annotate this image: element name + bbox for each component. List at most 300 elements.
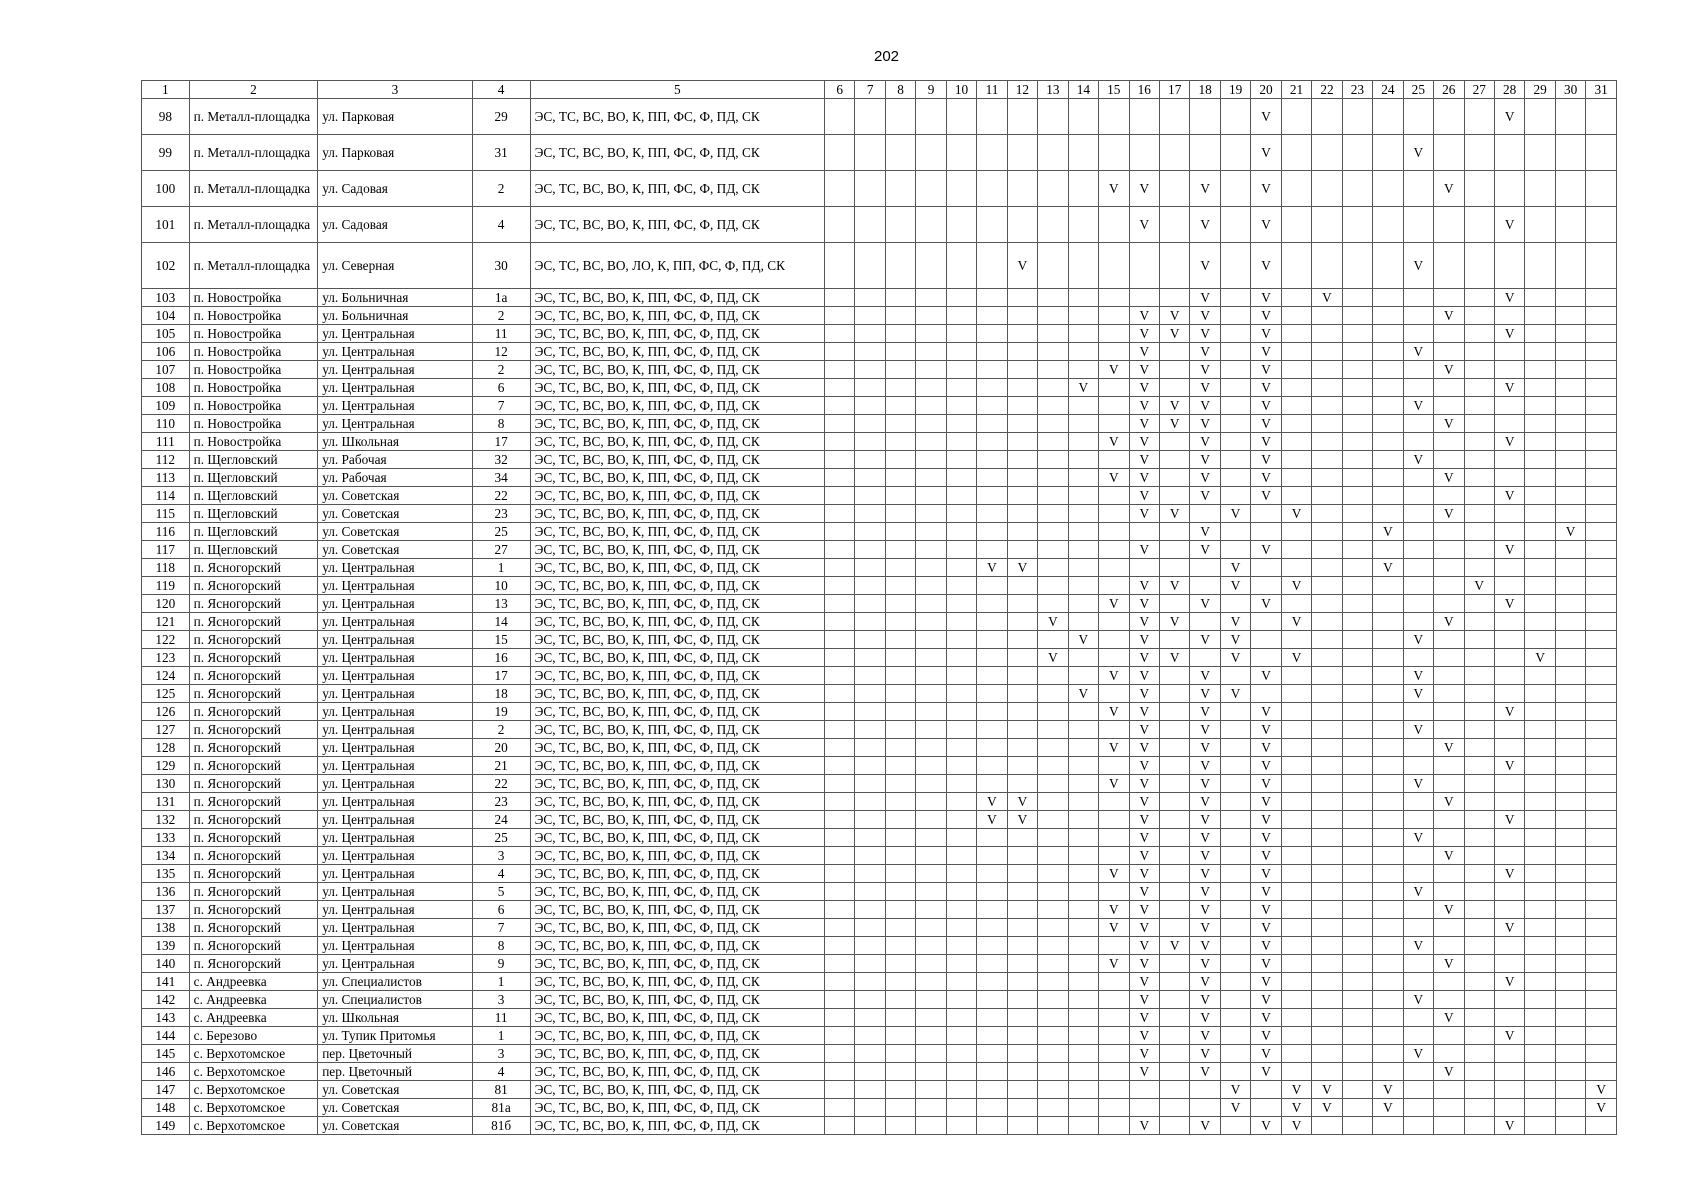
mark-cell-col-18: V bbox=[1190, 1117, 1220, 1135]
mark-cell-col-23 bbox=[1342, 631, 1372, 649]
mark-cell-col-13 bbox=[1038, 451, 1068, 469]
mark-cell-col-30 bbox=[1555, 415, 1585, 433]
services-cell: ЭС, ТС, ВС, ВО, К, ПП, ФС, Ф, ПД, СК bbox=[530, 721, 824, 739]
mark-cell-col-6 bbox=[824, 343, 854, 361]
locality-cell: п. Металл-площадка bbox=[189, 99, 318, 135]
mark-cell-col-8 bbox=[885, 739, 915, 757]
row-number-cell: 139 bbox=[142, 937, 190, 955]
services-cell: ЭС, ТС, ВС, ВО, К, ПП, ФС, Ф, ПД, СК bbox=[530, 973, 824, 991]
mark-cell-col-29 bbox=[1525, 289, 1555, 307]
mark-cell-col-14 bbox=[1068, 243, 1098, 289]
table-row bbox=[142, 343, 1617, 361]
mark-cell-col-23 bbox=[1342, 541, 1372, 559]
mark-cell-col-15 bbox=[1099, 487, 1129, 505]
mark-cell-col-28: V bbox=[1494, 325, 1524, 343]
mark-cell-col-26 bbox=[1434, 865, 1464, 883]
mark-cell-col-6 bbox=[824, 207, 854, 243]
mark-cell-col-7 bbox=[855, 559, 885, 577]
mark-cell-col-30 bbox=[1555, 883, 1585, 901]
mark-cell-col-8 bbox=[885, 559, 915, 577]
mark-cell-col-26 bbox=[1434, 325, 1464, 343]
mark-cell-col-9 bbox=[916, 523, 946, 541]
mark-cell-col-30 bbox=[1555, 793, 1585, 811]
house-number-cell: 8 bbox=[472, 415, 530, 433]
mark-cell-col-29 bbox=[1525, 361, 1555, 379]
mark-cell-col-21 bbox=[1281, 775, 1311, 793]
column-header-13: 13 bbox=[1038, 81, 1068, 99]
mark-cell-col-21: V bbox=[1281, 1081, 1311, 1099]
mark-cell-col-18: V bbox=[1190, 1063, 1220, 1081]
mark-cell-col-20: V bbox=[1251, 1009, 1281, 1027]
mark-cell-col-19 bbox=[1220, 973, 1250, 991]
mark-cell-col-22 bbox=[1312, 415, 1342, 433]
locality-cell: п. Ясногорский bbox=[189, 721, 318, 739]
row-number-cell: 128 bbox=[142, 739, 190, 757]
mark-cell-col-11 bbox=[977, 541, 1007, 559]
mark-cell-col-22 bbox=[1312, 811, 1342, 829]
column-header-22: 22 bbox=[1312, 81, 1342, 99]
mark-cell-col-27 bbox=[1464, 243, 1494, 289]
mark-cell-col-27 bbox=[1464, 415, 1494, 433]
mark-cell-col-23 bbox=[1342, 973, 1372, 991]
mark-cell-col-16: V bbox=[1129, 171, 1159, 207]
mark-cell-col-28 bbox=[1494, 397, 1524, 415]
mark-cell-col-16: V bbox=[1129, 919, 1159, 937]
house-number-cell: 25 bbox=[472, 523, 530, 541]
mark-cell-col-31 bbox=[1586, 973, 1617, 991]
mark-cell-col-22 bbox=[1312, 631, 1342, 649]
services-cell: ЭС, ТС, ВС, ВО, К, ПП, ФС, Ф, ПД, СК bbox=[530, 775, 824, 793]
mark-cell-col-21 bbox=[1281, 1063, 1311, 1081]
mark-cell-col-20: V bbox=[1251, 703, 1281, 721]
mark-cell-col-25 bbox=[1403, 901, 1433, 919]
street-cell: ул. Больничная bbox=[318, 307, 472, 325]
mark-cell-col-13 bbox=[1038, 847, 1068, 865]
locality-cell: п. Ясногорский bbox=[189, 865, 318, 883]
mark-cell-col-11 bbox=[977, 613, 1007, 631]
mark-cell-col-20 bbox=[1251, 685, 1281, 703]
mark-cell-col-31 bbox=[1586, 523, 1617, 541]
mark-cell-col-27 bbox=[1464, 595, 1494, 613]
row-number-cell: 136 bbox=[142, 883, 190, 901]
mark-cell-col-21 bbox=[1281, 541, 1311, 559]
mark-cell-col-8 bbox=[885, 1009, 915, 1027]
mark-cell-col-26 bbox=[1434, 487, 1464, 505]
mark-cell-col-13 bbox=[1038, 757, 1068, 775]
table-row bbox=[142, 171, 1617, 207]
mark-cell-col-24 bbox=[1373, 901, 1403, 919]
mark-cell-col-30 bbox=[1555, 721, 1585, 739]
mark-cell-col-13 bbox=[1038, 937, 1068, 955]
mark-cell-col-29 bbox=[1525, 1117, 1555, 1135]
mark-cell-col-28 bbox=[1494, 613, 1524, 631]
mark-cell-col-28 bbox=[1494, 469, 1524, 487]
mark-cell-col-22 bbox=[1312, 739, 1342, 757]
mark-cell-col-17 bbox=[1159, 829, 1189, 847]
column-header-7: 7 bbox=[855, 81, 885, 99]
mark-cell-col-17 bbox=[1159, 469, 1189, 487]
mark-cell-col-10 bbox=[946, 937, 976, 955]
house-number-cell: 7 bbox=[472, 919, 530, 937]
mark-cell-col-9 bbox=[916, 649, 946, 667]
mark-cell-col-26 bbox=[1434, 973, 1464, 991]
mark-cell-col-29 bbox=[1525, 487, 1555, 505]
mark-cell-col-30 bbox=[1555, 559, 1585, 577]
mark-cell-col-12 bbox=[1007, 171, 1037, 207]
mark-cell-col-31 bbox=[1586, 171, 1617, 207]
mark-cell-col-22 bbox=[1312, 919, 1342, 937]
mark-cell-col-7 bbox=[855, 595, 885, 613]
mark-cell-col-27 bbox=[1464, 99, 1494, 135]
mark-cell-col-21 bbox=[1281, 451, 1311, 469]
mark-cell-col-18: V bbox=[1190, 415, 1220, 433]
mark-cell-col-24: V bbox=[1373, 559, 1403, 577]
table-row bbox=[142, 883, 1617, 901]
mark-cell-col-28 bbox=[1494, 1081, 1524, 1099]
mark-cell-col-9 bbox=[916, 703, 946, 721]
street-cell: ул. Школьная bbox=[318, 1009, 472, 1027]
mark-cell-col-28 bbox=[1494, 451, 1524, 469]
locality-cell: с. Верхотомское bbox=[189, 1063, 318, 1081]
mark-cell-col-25 bbox=[1403, 379, 1433, 397]
mark-cell-col-8 bbox=[885, 865, 915, 883]
mark-cell-col-22 bbox=[1312, 667, 1342, 685]
mark-cell-col-22 bbox=[1312, 379, 1342, 397]
house-number-cell: 3 bbox=[472, 847, 530, 865]
mark-cell-col-9 bbox=[916, 505, 946, 523]
mark-cell-col-30 bbox=[1555, 775, 1585, 793]
mark-cell-col-20: V bbox=[1251, 433, 1281, 451]
mark-cell-col-24 bbox=[1373, 919, 1403, 937]
table-row bbox=[142, 1117, 1617, 1135]
mark-cell-col-22 bbox=[1312, 793, 1342, 811]
mark-cell-col-7 bbox=[855, 739, 885, 757]
mark-cell-col-29 bbox=[1525, 523, 1555, 541]
mark-cell-col-25: V bbox=[1403, 631, 1433, 649]
mark-cell-col-30 bbox=[1555, 487, 1585, 505]
mark-cell-col-8 bbox=[885, 649, 915, 667]
mark-cell-col-22 bbox=[1312, 505, 1342, 523]
mark-cell-col-10 bbox=[946, 523, 976, 541]
mark-cell-col-28 bbox=[1494, 721, 1524, 739]
mark-cell-col-20 bbox=[1251, 631, 1281, 649]
mark-cell-col-18: V bbox=[1190, 325, 1220, 343]
mark-cell-col-17 bbox=[1159, 1117, 1189, 1135]
column-header-31: 31 bbox=[1586, 81, 1617, 99]
mark-cell-col-13 bbox=[1038, 595, 1068, 613]
mark-cell-col-22 bbox=[1312, 325, 1342, 343]
mark-cell-col-23 bbox=[1342, 451, 1372, 469]
mark-cell-col-10 bbox=[946, 847, 976, 865]
mark-cell-col-21 bbox=[1281, 937, 1311, 955]
mark-cell-col-26 bbox=[1434, 379, 1464, 397]
locality-cell: п. Щегловский bbox=[189, 451, 318, 469]
mark-cell-col-30 bbox=[1555, 667, 1585, 685]
mark-cell-col-16 bbox=[1129, 1081, 1159, 1099]
street-cell: ул. Парковая bbox=[318, 99, 472, 135]
mark-cell-col-17 bbox=[1159, 289, 1189, 307]
mark-cell-col-25: V bbox=[1403, 883, 1433, 901]
mark-cell-col-26: V bbox=[1434, 307, 1464, 325]
street-cell: ул. Больничная bbox=[318, 289, 472, 307]
table-row bbox=[142, 361, 1617, 379]
mark-cell-col-26: V bbox=[1434, 171, 1464, 207]
mark-cell-col-13 bbox=[1038, 433, 1068, 451]
mark-cell-col-9 bbox=[916, 451, 946, 469]
services-cell: ЭС, ТС, ВС, ВО, К, ПП, ФС, Ф, ПД, СК bbox=[530, 361, 824, 379]
mark-cell-col-15 bbox=[1099, 379, 1129, 397]
mark-cell-col-18: V bbox=[1190, 361, 1220, 379]
mark-cell-col-12: V bbox=[1007, 243, 1037, 289]
mark-cell-col-25 bbox=[1403, 1009, 1433, 1027]
mark-cell-col-30 bbox=[1555, 207, 1585, 243]
mark-cell-col-17: V bbox=[1159, 577, 1189, 595]
mark-cell-col-28: V bbox=[1494, 919, 1524, 937]
mark-cell-col-28 bbox=[1494, 739, 1524, 757]
mark-cell-col-8 bbox=[885, 577, 915, 595]
house-number-cell: 11 bbox=[472, 325, 530, 343]
locality-cell: с. Березово bbox=[189, 1027, 318, 1045]
mark-cell-col-30 bbox=[1555, 469, 1585, 487]
mark-cell-col-16: V bbox=[1129, 1045, 1159, 1063]
mark-cell-col-7 bbox=[855, 937, 885, 955]
mark-cell-col-9 bbox=[916, 631, 946, 649]
column-header-27: 27 bbox=[1464, 81, 1494, 99]
row-number-cell: 107 bbox=[142, 361, 190, 379]
mark-cell-col-24 bbox=[1373, 613, 1403, 631]
mark-cell-col-7 bbox=[855, 469, 885, 487]
mark-cell-col-22 bbox=[1312, 523, 1342, 541]
mark-cell-col-21 bbox=[1281, 847, 1311, 865]
mark-cell-col-8 bbox=[885, 901, 915, 919]
mark-cell-col-20: V bbox=[1251, 955, 1281, 973]
mark-cell-col-22 bbox=[1312, 135, 1342, 171]
mark-cell-col-16: V bbox=[1129, 469, 1159, 487]
mark-cell-col-24 bbox=[1373, 1117, 1403, 1135]
mark-cell-col-8 bbox=[885, 135, 915, 171]
services-cell: ЭС, ТС, ВС, ВО, К, ПП, ФС, Ф, ПД, СК bbox=[530, 613, 824, 631]
mark-cell-col-29 bbox=[1525, 667, 1555, 685]
mark-cell-col-23 bbox=[1342, 955, 1372, 973]
mark-cell-col-17 bbox=[1159, 865, 1189, 883]
mark-cell-col-19: V bbox=[1220, 1081, 1250, 1099]
mark-cell-col-15 bbox=[1099, 1099, 1129, 1117]
mark-cell-col-19 bbox=[1220, 289, 1250, 307]
mark-cell-col-8 bbox=[885, 289, 915, 307]
mark-cell-col-28 bbox=[1494, 243, 1524, 289]
street-cell: ул. Центральная bbox=[318, 739, 472, 757]
mark-cell-col-14 bbox=[1068, 469, 1098, 487]
table-row bbox=[142, 541, 1617, 559]
mark-cell-col-17 bbox=[1159, 171, 1189, 207]
mark-cell-col-19: V bbox=[1220, 505, 1250, 523]
mark-cell-col-7 bbox=[855, 649, 885, 667]
mark-cell-col-13 bbox=[1038, 919, 1068, 937]
mark-cell-col-28 bbox=[1494, 829, 1524, 847]
mark-cell-col-27: V bbox=[1464, 577, 1494, 595]
mark-cell-col-21 bbox=[1281, 595, 1311, 613]
mark-cell-col-20: V bbox=[1251, 379, 1281, 397]
mark-cell-col-21: V bbox=[1281, 1099, 1311, 1117]
mark-cell-col-27 bbox=[1464, 397, 1494, 415]
mark-cell-col-7 bbox=[855, 171, 885, 207]
mark-cell-col-28: V bbox=[1494, 99, 1524, 135]
mark-cell-col-28 bbox=[1494, 883, 1524, 901]
mark-cell-col-19 bbox=[1220, 469, 1250, 487]
mark-cell-col-27 bbox=[1464, 685, 1494, 703]
mark-cell-col-30 bbox=[1555, 829, 1585, 847]
mark-cell-col-22 bbox=[1312, 1063, 1342, 1081]
mark-cell-col-11 bbox=[977, 847, 1007, 865]
house-number-cell: 12 bbox=[472, 343, 530, 361]
mark-cell-col-22 bbox=[1312, 937, 1342, 955]
mark-cell-col-15 bbox=[1099, 541, 1129, 559]
mark-cell-col-15 bbox=[1099, 973, 1129, 991]
mark-cell-col-10 bbox=[946, 1027, 976, 1045]
house-number-cell: 1 bbox=[472, 1027, 530, 1045]
mark-cell-col-9 bbox=[916, 955, 946, 973]
mark-cell-col-30 bbox=[1555, 289, 1585, 307]
mark-cell-col-6 bbox=[824, 667, 854, 685]
mark-cell-col-15 bbox=[1099, 757, 1129, 775]
mark-cell-col-7 bbox=[855, 829, 885, 847]
mark-cell-col-29 bbox=[1525, 757, 1555, 775]
mark-cell-col-28 bbox=[1494, 1045, 1524, 1063]
row-number-cell: 104 bbox=[142, 307, 190, 325]
mark-cell-col-29 bbox=[1525, 577, 1555, 595]
mark-cell-col-20: V bbox=[1251, 99, 1281, 135]
mark-cell-col-7 bbox=[855, 207, 885, 243]
mark-cell-col-22 bbox=[1312, 955, 1342, 973]
mark-cell-col-27 bbox=[1464, 649, 1494, 667]
mark-cell-col-17 bbox=[1159, 757, 1189, 775]
mark-cell-col-23 bbox=[1342, 1117, 1372, 1135]
row-number-cell: 149 bbox=[142, 1117, 190, 1135]
mark-cell-col-12 bbox=[1007, 469, 1037, 487]
mark-cell-col-10 bbox=[946, 667, 976, 685]
mark-cell-col-8 bbox=[885, 541, 915, 559]
mark-cell-col-24: V bbox=[1373, 1099, 1403, 1117]
mark-cell-col-31 bbox=[1586, 541, 1617, 559]
mark-cell-col-19 bbox=[1220, 919, 1250, 937]
mark-cell-col-11 bbox=[977, 757, 1007, 775]
mark-cell-col-22 bbox=[1312, 847, 1342, 865]
mark-cell-col-12: V bbox=[1007, 559, 1037, 577]
row-number-cell: 144 bbox=[142, 1027, 190, 1045]
locality-cell: п. Новостройка bbox=[189, 415, 318, 433]
mark-cell-col-17: V bbox=[1159, 415, 1189, 433]
mark-cell-col-29 bbox=[1525, 775, 1555, 793]
mark-cell-col-7 bbox=[855, 775, 885, 793]
street-cell: пер. Цветочный bbox=[318, 1045, 472, 1063]
mark-cell-col-24 bbox=[1373, 775, 1403, 793]
table-row bbox=[142, 667, 1617, 685]
mark-cell-col-29 bbox=[1525, 883, 1555, 901]
services-cell: ЭС, ТС, ВС, ВО, К, ПП, ФС, Ф, ПД, СК bbox=[530, 451, 824, 469]
mark-cell-col-17 bbox=[1159, 721, 1189, 739]
mark-cell-col-11 bbox=[977, 649, 1007, 667]
mark-cell-col-31 bbox=[1586, 307, 1617, 325]
mark-cell-col-26 bbox=[1434, 685, 1464, 703]
services-cell: ЭС, ТС, ВС, ВО, К, ПП, ФС, Ф, ПД, СК bbox=[530, 577, 824, 595]
mark-cell-col-30 bbox=[1555, 397, 1585, 415]
mark-cell-col-23 bbox=[1342, 865, 1372, 883]
mark-cell-col-23 bbox=[1342, 1009, 1372, 1027]
mark-cell-col-11 bbox=[977, 991, 1007, 1009]
row-number-cell: 101 bbox=[142, 207, 190, 243]
table-row bbox=[142, 415, 1617, 433]
mark-cell-col-24 bbox=[1373, 1045, 1403, 1063]
mark-cell-col-19 bbox=[1220, 541, 1250, 559]
mark-cell-col-14 bbox=[1068, 703, 1098, 721]
mark-cell-col-20: V bbox=[1251, 469, 1281, 487]
mark-cell-col-22 bbox=[1312, 171, 1342, 207]
mark-cell-col-12 bbox=[1007, 595, 1037, 613]
mark-cell-col-31 bbox=[1586, 1063, 1617, 1081]
mark-cell-col-19 bbox=[1220, 865, 1250, 883]
mark-cell-col-24 bbox=[1373, 469, 1403, 487]
mark-cell-col-22 bbox=[1312, 865, 1342, 883]
mark-cell-col-21 bbox=[1281, 243, 1311, 289]
mark-cell-col-26 bbox=[1434, 937, 1464, 955]
mark-cell-col-10 bbox=[946, 505, 976, 523]
mark-cell-col-18: V bbox=[1190, 991, 1220, 1009]
mark-cell-col-7 bbox=[855, 541, 885, 559]
mark-cell-col-22 bbox=[1312, 343, 1342, 361]
mark-cell-col-23 bbox=[1342, 523, 1372, 541]
street-cell: ул. Советская bbox=[318, 1099, 472, 1117]
mark-cell-col-14 bbox=[1068, 1009, 1098, 1027]
mark-cell-col-19 bbox=[1220, 415, 1250, 433]
mark-cell-col-26 bbox=[1434, 1099, 1464, 1117]
mark-cell-col-19: V bbox=[1220, 685, 1250, 703]
mark-cell-col-18: V bbox=[1190, 289, 1220, 307]
mark-cell-col-30 bbox=[1555, 739, 1585, 757]
mark-cell-col-16: V bbox=[1129, 901, 1159, 919]
mark-cell-col-6 bbox=[824, 757, 854, 775]
mark-cell-col-25 bbox=[1403, 171, 1433, 207]
table-row bbox=[142, 757, 1617, 775]
mark-cell-col-17 bbox=[1159, 451, 1189, 469]
mark-cell-col-30 bbox=[1555, 451, 1585, 469]
mark-cell-col-16: V bbox=[1129, 883, 1159, 901]
row-number-cell: 123 bbox=[142, 649, 190, 667]
mark-cell-col-25 bbox=[1403, 847, 1433, 865]
mark-cell-col-25 bbox=[1403, 487, 1433, 505]
mark-cell-col-7 bbox=[855, 1117, 885, 1135]
mark-cell-col-16: V bbox=[1129, 541, 1159, 559]
mark-cell-col-19 bbox=[1220, 99, 1250, 135]
mark-cell-col-31 bbox=[1586, 469, 1617, 487]
mark-cell-col-12 bbox=[1007, 397, 1037, 415]
mark-cell-col-26 bbox=[1434, 775, 1464, 793]
locality-cell: п. Новостройка bbox=[189, 361, 318, 379]
mark-cell-col-20: V bbox=[1251, 721, 1281, 739]
mark-cell-col-27 bbox=[1464, 1099, 1494, 1117]
mark-cell-col-14 bbox=[1068, 433, 1098, 451]
mark-cell-col-23 bbox=[1342, 829, 1372, 847]
mark-cell-col-20: V bbox=[1251, 325, 1281, 343]
mark-cell-col-7 bbox=[855, 1045, 885, 1063]
mark-cell-col-14 bbox=[1068, 901, 1098, 919]
mark-cell-col-26: V bbox=[1434, 505, 1464, 523]
house-number-cell: 2 bbox=[472, 361, 530, 379]
locality-cell: с. Верхотомское bbox=[189, 1045, 318, 1063]
mark-cell-col-26 bbox=[1434, 667, 1464, 685]
locality-cell: с. Верхотомское bbox=[189, 1081, 318, 1099]
mark-cell-col-10 bbox=[946, 433, 976, 451]
column-header-4: 4 bbox=[472, 81, 530, 99]
